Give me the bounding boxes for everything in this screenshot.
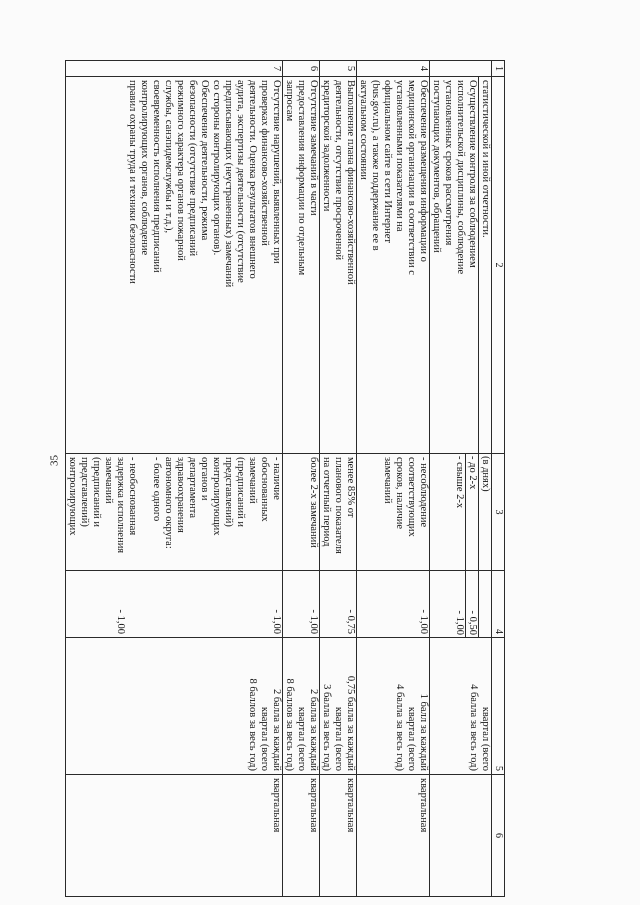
condition-line: - свыше 2-х <box>454 456 465 509</box>
max-score-line: квартал (всего <box>296 706 307 771</box>
score-line <box>126 574 138 634</box>
score-line <box>210 574 222 634</box>
header-col-6: 6 <box>492 775 505 897</box>
criterion-line: кредиторской задолженности <box>321 80 332 212</box>
max-score-line: квартал (всего <box>406 706 417 771</box>
criterion-line: контролирующих органов, соблюдение <box>139 80 150 256</box>
criteria-table <box>65 60 505 897</box>
header-col-4: 4 <box>492 571 505 638</box>
criterion-line: поступающих документов, обращений <box>431 80 442 253</box>
header-row <box>492 61 505 897</box>
criterion-cell <box>66 77 283 454</box>
period-cell: квартальная <box>357 775 430 897</box>
page-number: 35 <box>48 455 61 466</box>
condition-line: здравоохранения <box>175 457 186 533</box>
max-score-line: 8 баллов за весь год) <box>247 678 258 771</box>
score-line: - 0,50 <box>466 571 479 637</box>
row-number: 4 <box>357 61 430 77</box>
criterion-line: со стороны контролирующих органов). <box>211 80 222 256</box>
condition-line: замечаний <box>103 457 114 504</box>
criterion-line: деятельности. Оценка результатов внешнего <box>247 80 258 279</box>
max-score-line: 4 балла за весь год) <box>468 684 479 771</box>
condition-line: замечаний <box>382 457 393 504</box>
score-line <box>162 574 174 634</box>
max-score-cell <box>430 638 492 775</box>
score-line <box>479 571 492 637</box>
condition-line: менее 85% от <box>345 457 356 518</box>
rotated-table-wrapper <box>65 60 505 860</box>
header-col-3: 3 <box>492 454 505 571</box>
criterion-line: официальном сайте в сети Интернет <box>382 80 393 244</box>
criterion-line: медицинской организации в соответствии с <box>406 80 417 275</box>
condition-line: на отчетный период <box>321 457 332 547</box>
criterion-line: Обеспечение деятельности, режима <box>199 80 210 241</box>
criterion-cell <box>430 77 479 454</box>
condition-cell <box>320 454 357 571</box>
score-line <box>198 574 210 634</box>
table-row <box>283 61 320 897</box>
score-cell <box>430 571 492 638</box>
criterion-line: запросам <box>284 80 295 122</box>
condition-subtable <box>453 454 491 570</box>
condition-line: - необоснованная <box>127 457 138 536</box>
header-col-5: 5 <box>492 638 505 775</box>
condition-line: соответствующих <box>406 457 417 537</box>
condition-cell <box>283 454 320 571</box>
score-line <box>258 574 270 634</box>
row-number: 7 <box>66 61 283 77</box>
score-line <box>186 574 198 634</box>
header-col-2: 2 <box>492 77 505 454</box>
condition-cell <box>430 454 492 571</box>
condition-line: более 2-х замечаний <box>308 457 319 548</box>
period-cell: квартальная <box>66 775 283 897</box>
score-line <box>150 574 162 634</box>
condition-line: контролирующих <box>67 457 78 536</box>
criterion-line: статистической и иной отчетности. <box>480 80 491 238</box>
score-line: - 1,00 <box>271 609 282 634</box>
criterion-line: установленными показателями на <box>394 80 405 232</box>
score-line <box>246 574 258 634</box>
score-line: - 1,00 <box>454 610 465 635</box>
criterion-line: безопасности (отсутствие предписаний <box>187 80 198 257</box>
row-number <box>430 61 492 77</box>
criterion-line: Выполнение плана финансово-хозяйственной <box>345 80 356 285</box>
score-cell: - 1,00 <box>283 571 320 638</box>
condition-line: - несоблюдение <box>418 457 429 528</box>
row-number: 5 <box>320 61 357 77</box>
condition-line: контролирующих <box>211 457 222 536</box>
score-line <box>174 574 186 634</box>
criterion-line: исполнительской дисциплины, соблюдение <box>455 80 466 275</box>
criterion-line: правил охраны труда и техники безопасности <box>127 80 138 284</box>
condition-line: - до 2-х <box>466 454 479 570</box>
max-score-cell <box>66 638 283 775</box>
condition-line: представлений) <box>79 457 90 527</box>
table-row <box>479 61 492 897</box>
condition-cell <box>357 454 430 571</box>
criterion-line: предоставления информации по отдельным <box>296 80 307 276</box>
criterion-line: актуальном состоянии <box>358 80 369 180</box>
max-score-line: 0,75 балла за каждый <box>345 675 356 771</box>
score-line: - 1,00 <box>115 609 126 634</box>
score-cell: - 1,00 <box>357 571 430 638</box>
criterion-cell <box>357 77 430 454</box>
max-score-line: 8 баллов за весь год) <box>284 678 295 771</box>
score-line <box>234 574 246 634</box>
condition-line: сроков, наличие <box>394 457 405 529</box>
score-line <box>138 574 150 634</box>
score-cell <box>66 571 283 638</box>
condition-line: департамента <box>187 457 198 519</box>
criterion-line: Обеспечение размещения информации о <box>418 80 429 262</box>
criterion-line: проверках финансово-хозяйственной <box>259 80 270 246</box>
period-cell: квартальная <box>283 775 320 897</box>
max-score-line: квартал (всего <box>333 706 344 771</box>
header-col-1: 1 <box>492 61 505 77</box>
condition-line: автономного округа: <box>163 457 174 549</box>
criterion-line: режимного характера органов пожарной <box>175 80 186 261</box>
criterion-line: предписывающих (неустраненных) замечаний <box>223 80 234 288</box>
condition-line: замечаний <box>247 457 258 504</box>
criterion-line: деятельности, отсутствие просроченной <box>333 80 344 261</box>
criterion-line: Осуществление контроля за соблюдением <box>467 80 478 268</box>
condition-cell <box>66 454 283 571</box>
criterion-line: Отсутствие нарушений, выявленных при <box>271 80 282 264</box>
score-subtable <box>453 571 491 637</box>
criterion-line: службы, санэпидемслужбы и т.д.), <box>163 80 174 234</box>
condition-line: (предписаний и <box>235 457 246 528</box>
max-score-line: квартал (всего <box>259 706 270 771</box>
max-score-cell <box>320 638 357 775</box>
criterion-line: установленных сроков рассмотрения <box>443 80 454 246</box>
table-row <box>66 61 283 897</box>
max-score-cell <box>357 638 430 775</box>
condition-line: планового показателя <box>333 457 344 554</box>
criterion-line: аудита, экспертизы деятельности (отсутствие <box>235 80 246 283</box>
max-score-cell <box>283 638 320 775</box>
criterion-line: своевременность исполнения предписаний <box>151 80 162 273</box>
condition-line: - более одного <box>151 457 162 522</box>
period-cell: квартальная <box>320 775 357 897</box>
max-score-line: квартал (всего <box>480 706 491 771</box>
max-score-line: 2 балла за каждый <box>271 688 282 771</box>
condition-line: органов и <box>199 457 210 501</box>
period-cell <box>430 775 492 897</box>
table-row <box>357 61 430 897</box>
score-line <box>222 574 234 634</box>
max-score-line: 1 балл за каждый <box>418 693 429 771</box>
criterion-line: (bus.gov.ru), а также поддержание ее в <box>370 80 381 251</box>
criterion-cell <box>479 77 492 454</box>
max-score-line: 4 балла за весь год) <box>394 684 405 771</box>
condition-line: (предписаний и <box>91 457 102 528</box>
max-score-line: 3 балла за весь год) <box>321 684 332 771</box>
score-cell: - 0,75 <box>320 571 357 638</box>
condition-line: представлений) <box>223 457 234 527</box>
condition-line: - наличие <box>271 457 282 500</box>
condition-line: (в днях) <box>479 454 492 570</box>
criterion-cell <box>320 77 357 454</box>
criterion-cell <box>283 77 320 454</box>
criterion-line: Отсутствие замечаний в части <box>308 80 319 216</box>
max-score-line: 2 балла за каждый <box>308 688 319 771</box>
condition-line: обоснованных <box>259 457 270 522</box>
condition-line: задержка исполнения <box>115 457 126 554</box>
table-row <box>320 61 357 897</box>
row-number: 6 <box>283 61 320 77</box>
condition-line <box>138 457 150 567</box>
